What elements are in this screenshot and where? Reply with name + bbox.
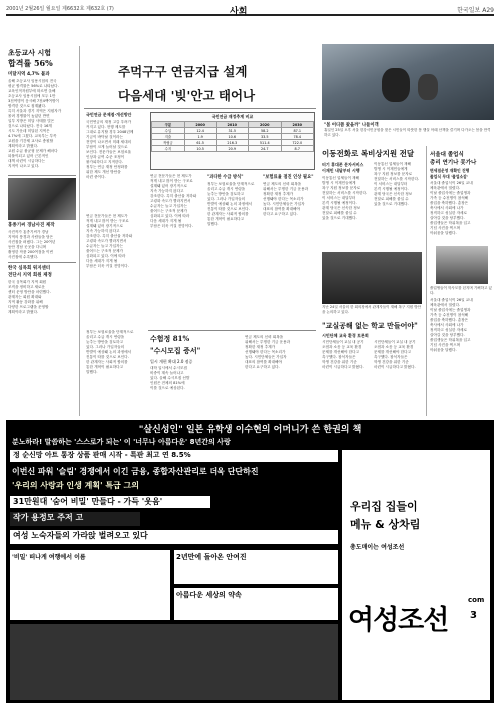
main-byline: 국민연금 문제점·개선방안 (86, 112, 132, 117)
table-cell: 87.1 (281, 128, 314, 134)
page-number: 한국일보 A29 (457, 7, 494, 14)
right-body: 서울대 졸업식이 26일 교내 체육관에서 열렸다. 이날 졸업식에는 졸업생과 가족 등 수천명이 참석해 졸업을 축하했다. 총장은 축사에서 사회에 나가 정직하고 성실한 자세로 살아갈 것을 당부했다. 졸업생들은 학위복을 입고 기념 사진을 찍으며 아쉬움을 달랬다. (430, 181, 473, 235)
table-cell: 12.4 (184, 128, 216, 134)
divider (8, 262, 76, 263)
table-cell: 지출 (152, 134, 185, 140)
table-cell: 722.0 (281, 140, 314, 146)
left-photo (8, 178, 76, 220)
main-col-3: 정부는 보험료율을 단계적으로 올리고 수급 개시 연령을 늦추는 방안을 검토하고 있다. 그러나 가입자들의 반발이 예상돼 논의 과정에서 진통이 따를 것으로 보인다. 한 관계자는 사회적 합의를 통한 개혁이 필요하다고 말했다. (207, 182, 255, 226)
table-cell: 적립금 (152, 140, 185, 146)
left-headline-2: 홍종기씨 경남사진 제작 (8, 223, 55, 228)
left-subheadline-1: 미달지역 4,7% 불과 (8, 72, 50, 77)
promise-ad[interactable]: 아름다운 세상의 약속 (174, 588, 338, 620)
photo-caption-title: "봄 어디쯤 왔을까" 나들이객 (324, 123, 379, 128)
right-sub-2: 졸업식 무대 '졸업소감' (430, 174, 468, 179)
finance-ad[interactable]: 이번신 파워 '슬림' 경쟁에서 이긴 금융, 종합자산관리로 더욱 단단하진 (12, 467, 259, 476)
issue-date: 2001년 2월26일 월요일 제6632호 제632호 (7) (6, 6, 114, 12)
main-col-4: 연금 제도의 신뢰 회복을 위해서는 투명한 기금 운용과 정확한 재정 추계가 선행돼야 한다는 목소리가 높다. 시민단체들은 가입자 대표의 참여를 확대해야 한다고 요구하고 있다. (263, 182, 309, 216)
magazine-ad-sub: 총도매이는 여성조선 (350, 544, 405, 551)
divider (8, 175, 76, 176)
table-row (152, 146, 314, 152)
mid-body-2b: 시민단체들이 교실 내 공기 오염과 소음 등 교육 환경 문제를 개선해야 한다고 촉구했다. 참석자들은 학생 건강을 위한 기준 마련이 시급하다고 밝혔다. (374, 340, 416, 369)
graduation-photo (436, 246, 488, 284)
graduation-caption: 졸업생들이 학사모를 던지며 기뻐하고 있다. (430, 286, 492, 295)
left-headline-3: 한국 심목회 워지센터 (8, 266, 51, 271)
table-header-cell: 2030 (281, 122, 314, 128)
meeting-photo (322, 252, 422, 304)
mid-body-2: 시민단체들이 교실 내 공기 오염과 소음 등 교육 환경 문제를 개선해야 한다고 촉구했다. 참석자들은 학생 건강을 위한 기준 마련이 시급하다고 밝혔다. (322, 340, 364, 369)
table-cell: 8.7 (281, 146, 314, 152)
table-cell: 61.5 (184, 140, 216, 146)
magazine-ad-title: 우리집 집들이 (350, 500, 418, 513)
meeting-photo-caption: 지난 24일 서울의 한 회의장에서 관계자들이 재해 복구 지원 방안을 논의하고 있다. (322, 305, 421, 314)
photo-caption-body: 휴일인 25일 오후 서울 한강시민공원을 찾은 시민들이 따뜻한 봄 햇살 아래 산책을 즐기며 다가오는 봄을 만끽하고 있다. (324, 128, 491, 137)
main-subhead: "과다한 수급 방식" (207, 175, 244, 180)
right-headline-2: 총리 연기나 못가나 (430, 160, 477, 166)
right-body-2: 서울대 졸업식이 26일 교내 체육관에서 열렸다. 이날 졸업식에는 졸업생과 가족 등 수천명이 참석해 졸업을 축하했다. 총장은 축사에서 사회에 나가 정직하고 성실한 자세로 살아갈 것을 당부했다. 졸업생들은 학위복을 입고 기념 사진을 찍으며 아쉬움을 달랬다. (430, 298, 473, 352)
table-header-cell: 구분 (152, 122, 185, 128)
left-body-1: 올해 초등교사 임용시험의 전국 평균 합격률은 56%로 나타났다. 교육인적자원부에 따르면 올해 초등교사 임용시험에 모두 1만 3천여명이 응시해 7천4백여명이 합격한 것으로 집계됐다. 특히 서울과 경기 지역은 지원자가 몰려 경쟁률이 높았던 반면 일부 지방은 미달 사태를 빚은 것으로 나타났다. 전국 16개 시도 가운데 미달된 지역은 4.7%에 그쳤다. 교육부는 부족 교원을 기간제 교사로 충원할 계획이라고 밝혔다. 교원 수급 불균형 문제가 해마다 되풀이되고 있어 근본적인 대책 마련이 시급하다는 지적이 나오고 있다. (8, 79, 62, 168)
mid-body-col1: 이동통신 업체들이 재해 발생 시 이재민들에게 복구 지원 정보를 문자로 전달하는 서비스를 시작한다. 이 서비스는 내달부터 본격 시행될 예정이다. 관계 당국은 신속한 정보 전달로 피해를 줄일 수 있을 것으로 기대했다. (322, 176, 368, 220)
page-header (6, 4, 494, 16)
divider (148, 330, 316, 331)
table-cell: 수입 (152, 128, 185, 134)
table-cell: 78.4 (281, 134, 314, 140)
table-cell: 58.2 (249, 128, 281, 134)
table-cell: 33.5 (249, 134, 281, 140)
advertisement-block[interactable] (6, 420, 494, 703)
main-headline: 주먹구구 연금지급 설계 (118, 64, 248, 79)
bank-ad[interactable]: 정 순신망 아트 통장 상품 판매 시작 - 특판 최고 연 8.5% (10, 450, 338, 462)
main-headline-2: 다음세대 '빚'안고 태어나 (118, 88, 256, 103)
book-ad-headline[interactable]: "살신성인" 일본 유학생 이수현의 어머니가 쓴 한권의 책 (138, 425, 362, 435)
table-cell: 수지 (152, 146, 185, 152)
column-rule (426, 146, 427, 416)
pension-table (150, 112, 315, 170)
table-header-cell: 2010 (216, 122, 248, 128)
mid-body-col2: 이동통신 업체들이 재해 발생 시 이재민들에게 복구 지원 정보를 문자로 전달하는 서비스를 시작한다. 이 서비스는 내달부터 본격 시행될 예정이다. 관계 당국은 신속한 정보 전달로 피해를 줄일 수 있을 것으로 기대했다. (374, 162, 420, 206)
travel-ad[interactable]: '비밀' 떠나게 여행에서 이름 (10, 550, 170, 620)
right-headline: 서울대 졸업식 (430, 152, 464, 158)
magazine-ad[interactable] (342, 450, 490, 700)
mid-sub: 터기 휴대폰 문자서비스 (322, 162, 364, 167)
return-ad[interactable]: 2년만에 돌아온 안여진 (174, 550, 338, 584)
left-headline-1b: 합격률 56% (8, 58, 53, 68)
divider (84, 108, 316, 109)
table-cell: 1.9 (184, 134, 216, 140)
table-cell: 20.9 (216, 146, 248, 152)
column-rule (79, 46, 80, 416)
magazine-logo-number: 3 (470, 610, 477, 621)
table-title: 국민연금 재정추계 비교 (211, 114, 254, 119)
table-cell: 24.7 (249, 146, 281, 152)
book-ad-subline[interactable]: 분노하라! 말씀하는 '스스로가 되는' 이 '너무나 아름다운' 8년간의 사랑 (12, 438, 231, 446)
left-body-3: 한국 심목회가 지역 회원 조직을 정비하고 새로운 센터 운영 방안을 마련했다. 관계자는 회원 확대와 지역 활동 강화를 위해 다양한 프로그램을 운영할 계획이라고 밝혔다. (8, 280, 51, 314)
finance-ad-2[interactable]: '우리의 사랑과 인생 계획' 특급 그의 (12, 481, 140, 490)
mid-sub-3: 시민단체 교육 환경 토론회 (322, 333, 369, 338)
main-col-2: 연금 전문가들은 현 제도가 적게 내고 많이 받는 구조로 설계돼 있어 장기적으로 지속 가능하지 않다고 강조한다. 특히 출산율 저하와 고령화 속도가 빨라지면서 수급자는 늘고 가입자는 줄어드는 구조적 문제가 심화되고 있다. 이에 따라 다음 세대가 지게 될 부담은 더욱 커질 전망이다. (150, 174, 197, 228)
left-body-2: 사진작가 홍종기씨가 경남 지역의 풍경과 사람들을 담은 사진집을 펴냈다. 그는 20여년 동안 경남 곳곳을 다니며 촬영한 작품 200여점을 이번 사진집에 수록했다. (8, 230, 56, 259)
box-headline: 수험정 81% (150, 334, 190, 343)
left-headline-3b: 전단서 지역 회원 제정 (8, 273, 52, 278)
main-col-extra-2: 연금 제도의 신뢰 회복을 위해서는 투명한 기금 운용과 정확한 재정 추계가 선행돼야 한다는 목소리가 높다. 시민단체들은 가입자 대표의 참여를 확대해야 한다고 요구하고 있다. (245, 335, 291, 369)
photo-figure (382, 68, 410, 102)
mid-headline: 이동전화로 복비상지원 전달 (322, 149, 415, 158)
main-col-1-cont: 연금 전문가들은 현 제도가 적게 내고 많이 받는 구조로 설계돼 있어 장기적으로 지속 가능하지 않다고 강조한다. 특히 출산율 저하와 고령화 속도가 빨라지면서 수급자는 늘고 가입자는 줄어드는 구조적 문제가 심화되고 있다. 이에 따라 다음 세대가 지게 될 부담은 더욱 커질 전망이다. (86, 214, 133, 268)
table-cell: 10.6 (216, 134, 248, 140)
section-title: 사회 (230, 7, 248, 17)
magazine-logo: 여성조선 (348, 605, 449, 636)
table-cell: 10.5 (184, 146, 216, 152)
data-table (151, 121, 314, 152)
table-header-cell: 2020 (249, 122, 281, 128)
mid-sub-2: 이재민 내달부터 시행 (322, 168, 360, 173)
photo-figure (418, 74, 438, 100)
left-headline-1: 초등교사 시험 (8, 48, 52, 57)
main-subhead-2: "보험료율 점진 인상 필요" (263, 175, 314, 180)
magazine-logo-suffix: com (468, 596, 485, 604)
table-cell: 216.3 (216, 140, 248, 146)
spring-photo (322, 44, 494, 120)
women-ad[interactable]: 여성 노숙자들의 가라앉 벌려오고 있다 (10, 530, 338, 544)
author-ad[interactable]: 작가 용정모 주저 고 (10, 512, 140, 526)
table-cell: 511.4 (249, 140, 281, 146)
box-headline-2: "수시모집 증서" (150, 346, 201, 355)
main-col-1: 국민연금의 재정 고갈 우려가 커지고 있다. 현행 제도를 그대로 유지할 경우 2048년께 기금이 바닥날 것이라는 전망이 나오면서 미래 세대의 부담이 크게 늘어날 것으로 보인다. 전문가들은 보험료율 인상과 급여 수준 조정이 불가피하다고 지적한다. 정부는 연금 재정 안정화를 위한 제도 개선 방안을 마련 중이다. (86, 120, 134, 179)
box-sub: 입시 개편 확대 2.0 점증 (150, 359, 193, 364)
table-cell: 31.5 (216, 128, 248, 134)
table-header-cell: 2000 (184, 122, 216, 128)
product-ad[interactable]: 31만원대 '숨어 비밀' 만들다 - 가득 '웃음' (10, 496, 210, 508)
ad-filler (10, 624, 338, 700)
main-col-extra: 정부는 보험료율을 단계적으로 올리고 수급 개시 연령을 늦추는 방안을 검토하고 있다. 그러나 가입자들의 반발이 예상돼 논의 과정에서 진통이 따를 것으로 보인다. 한 관계자는 사회적 합의를 통한 개혁이 필요하다고 말했다. (86, 330, 134, 374)
box-body: 대학 입시에서 수시모집 비중이 계속 늘어나고 있다. 올해 수시모집 선발 인원은 전체의 81%에 이를 것으로 예상된다. (150, 366, 190, 390)
right-sub: 면세점운영 재확인 진행 (430, 168, 470, 173)
mid-headline-2: "교실공해 없는 학교 만들어야" (322, 321, 418, 330)
magazine-ad-menu: 메뉴 & 상차림 (350, 518, 421, 531)
